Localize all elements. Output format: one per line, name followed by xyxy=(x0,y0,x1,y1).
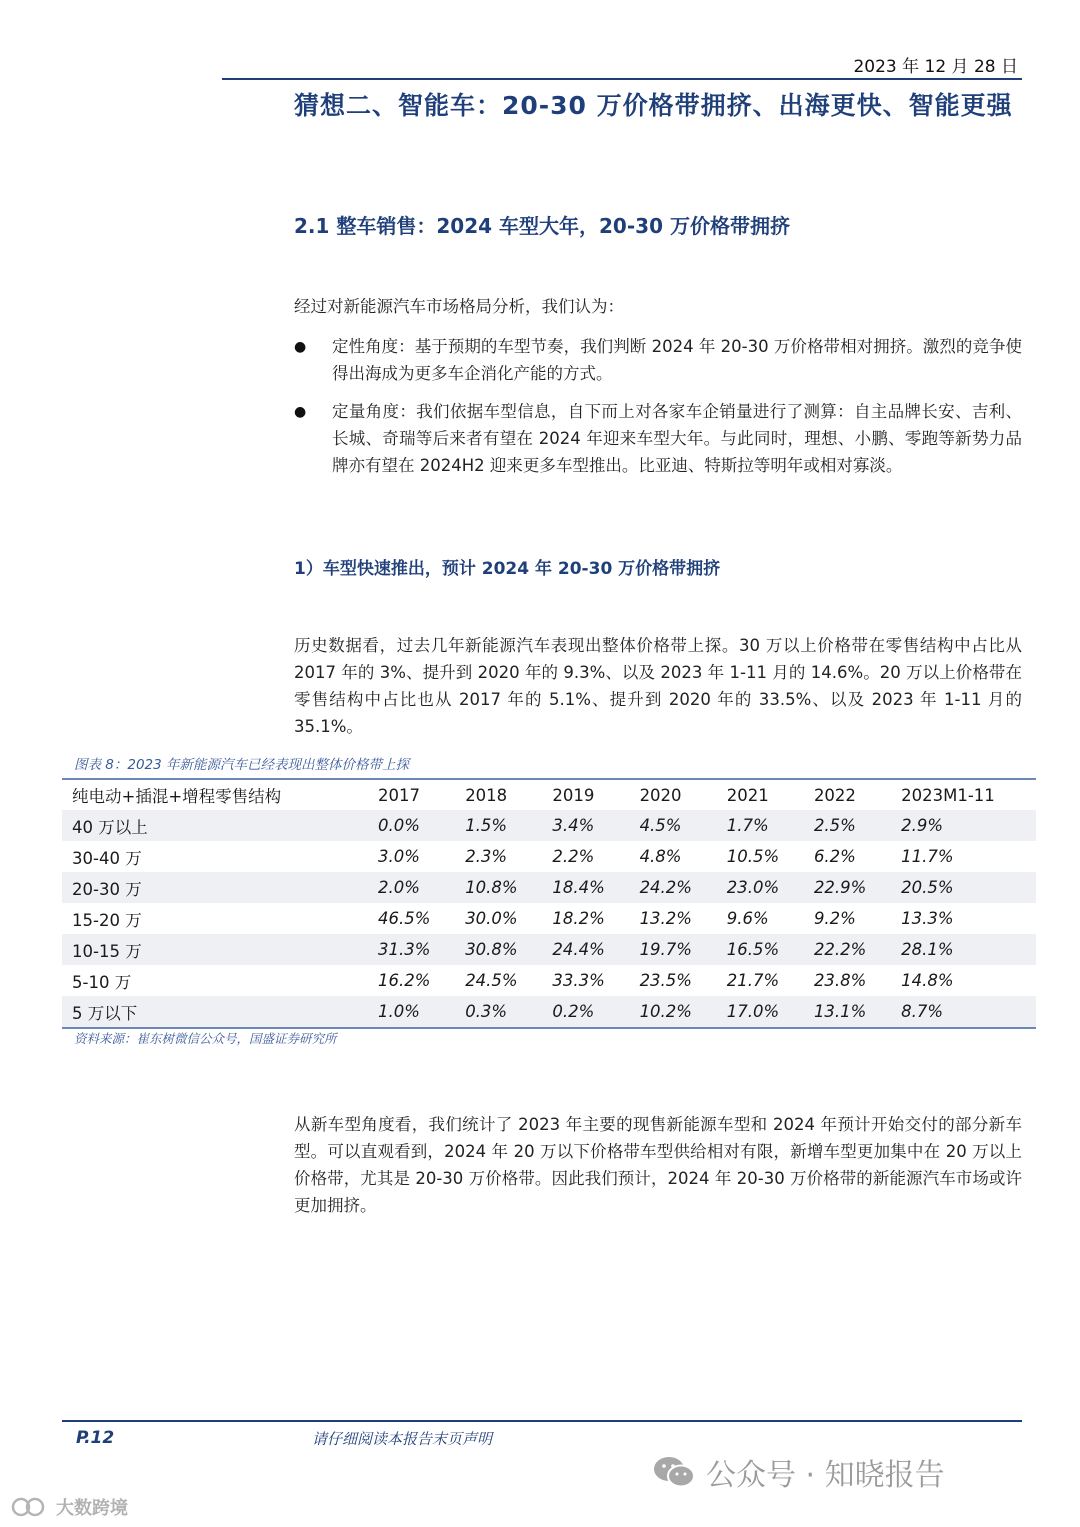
table-cell: 24.5% xyxy=(465,971,518,990)
row-label: 15-20 万 xyxy=(72,910,142,930)
row-label: 30-40 万 xyxy=(72,848,142,868)
table-header-cell: 2018 xyxy=(465,785,508,805)
table-header-cell: 2021 xyxy=(726,785,769,805)
table-cell: 20.5% xyxy=(891,872,1036,903)
new-models-paragraph: 从新车型角度看，我们统计了 2023 年主要的现售新能源车型和 2024 年预计开始交付的部分新车型。可以直观看到，2024 年 20 万以下价格带车型供给相对有限，新增车型更加集中在 20 万以上价格带，尤其是 20-30 万价格带。因此我们预计，2024 年 20-30 万价格带的新能源汽车市场或许更加拥挤。 xyxy=(294,1115,1022,1215)
table-cell: 13.3% xyxy=(901,909,954,928)
table-header-cell: 2022 xyxy=(813,785,856,805)
table-cell: 0.0% xyxy=(368,810,455,841)
history-paragraph: 历史数据看，过去几年新能源汽车表现出整体价格带上探。30 万以上价格带在零售结构中占比从 2017 年的 3%、提升到 2020 年的 9.3%、以及 2023 年 1-11 月的 14.6%。20 万以上价格带在零售结构中占比也从 2017 年的 5.1%、提升到 2020 年的 33.5%、以及 2023 年 1-11 月的 35.1%。 xyxy=(294,636,1022,736)
row-label: 10-15 万 xyxy=(62,934,368,965)
table-cell: 30.8% xyxy=(455,934,542,965)
table-cell: 22.2% xyxy=(804,934,891,965)
table-cell: 23.0% xyxy=(717,872,804,903)
figure-title: 图表 8：2023 年新能源汽车已经表现出整体价格带上探 xyxy=(74,757,410,773)
footer-rule xyxy=(62,1420,1022,1422)
table-cell: 10.5% xyxy=(726,847,780,866)
table-cell: 11.7% xyxy=(901,847,954,866)
brand-logo-icon xyxy=(10,1496,50,1518)
table-cell: 2.3% xyxy=(465,847,508,866)
table-row xyxy=(62,996,1036,1028)
page-number: P.12 xyxy=(76,1428,115,1448)
section-heading: 猜想二、智能车：20-30 万价格带拥挤、出海更快、智能更强 xyxy=(294,91,1013,120)
table-cell: 1.0% xyxy=(368,996,455,1028)
table-cell: 24.4% xyxy=(542,934,629,965)
table-cell: 23.8% xyxy=(813,971,867,990)
table-cell: 3.0% xyxy=(378,847,420,866)
table-row xyxy=(62,872,1036,903)
table-header-cell: 纯电动+插混+增程零售结构 xyxy=(72,787,282,806)
table-cell: 0.3% xyxy=(455,996,542,1028)
table-cell: 22.9% xyxy=(804,872,891,903)
table-cell: 18.4% xyxy=(542,872,629,903)
table-cell: 14.8% xyxy=(901,971,954,990)
header-rule xyxy=(222,78,1022,80)
table-cell: 33.3% xyxy=(552,971,605,990)
table-cell: 0.2% xyxy=(542,996,629,1028)
table-cell: 2.9% xyxy=(891,810,1036,841)
table-cell: 4.8% xyxy=(639,847,682,866)
table-cell: 16.5% xyxy=(717,934,804,965)
footer-disclaimer: 请仔细阅读本报告末页声明 xyxy=(312,1430,493,1448)
table-cell: 9.2% xyxy=(813,909,856,928)
bullet-dot-icon: ● xyxy=(294,339,307,355)
table-header-cell: 2017 xyxy=(378,785,420,805)
table-cell: 10.8% xyxy=(455,872,542,903)
table-header-cell: 2023M1-11 xyxy=(901,785,995,805)
bullet-text: 定性角度：基于预期的车型节奏，我们判断 2024 年 20-30 万价格带相对拥挤。激烈的竞争使得出海成为更多车企消化产能的方式。 xyxy=(332,337,1022,383)
sub-subsection-heading: 1）车型快速推出，预计 2024 年 20-30 万价格带拥挤 xyxy=(294,559,721,579)
table-cell: 2.0% xyxy=(368,872,455,903)
table-cell: 18.2% xyxy=(552,909,605,928)
table-cell: 21.7% xyxy=(726,971,780,990)
table-cell: 16.2% xyxy=(378,971,431,990)
table-header-cell: 2020 xyxy=(639,785,682,805)
price-band-table xyxy=(62,780,1036,1029)
table-cell: 4.5% xyxy=(630,810,717,841)
table-cell: 23.5% xyxy=(639,971,692,990)
wechat-watermark-text: 公众号 · 知晓报告 xyxy=(706,1458,945,1493)
table-cell: 24.2% xyxy=(630,872,717,903)
wechat-icon xyxy=(652,1453,696,1491)
table-cell: 13.1% xyxy=(804,996,891,1028)
subsection-heading: 2.1 整车销售：2024 车型大年，20-30 万价格带拥挤 xyxy=(294,214,790,238)
report-date: 2023 年 12 月 28 日 xyxy=(853,57,1018,77)
table-cell: 46.5% xyxy=(378,909,431,928)
table-cell: 30.0% xyxy=(465,909,518,928)
table-cell: 9.6% xyxy=(726,909,769,928)
table-cell: 13.2% xyxy=(639,909,692,928)
table-cell: 28.1% xyxy=(891,934,1036,965)
table-row xyxy=(62,934,1036,965)
row-label: 5 万以下 xyxy=(62,996,368,1028)
wechat-watermark xyxy=(652,1450,945,1494)
row-label: 40 万以上 xyxy=(62,810,368,841)
table-header-cell: 2019 xyxy=(552,785,595,805)
table-row xyxy=(62,841,1036,872)
table-cell: 17.0% xyxy=(717,996,804,1028)
row-label: 5-10 万 xyxy=(72,972,132,992)
table-cell: 10.2% xyxy=(630,996,717,1028)
row-label: 20-30 万 xyxy=(62,872,368,903)
table-cell: 8.7% xyxy=(891,996,1036,1028)
figure-source: 资料来源：崔东树微信公众号，国盛证券研究所 xyxy=(74,1031,337,1046)
table-cell: 2.2% xyxy=(552,847,595,866)
table-cell: 31.3% xyxy=(368,934,455,965)
table-row xyxy=(62,903,1036,934)
bullet-dot-icon: ● xyxy=(294,404,307,420)
table-cell: 1.7% xyxy=(717,810,804,841)
table-row xyxy=(62,965,1036,996)
table-cell: 2.5% xyxy=(804,810,891,841)
bullet-text: 定量角度：我们依据车型信息，自下而上对各家车企销量进行了测算：自主品牌长安、吉利、长城、奇瑞等后来者有望在 2024 年迎来车型大年。与此同时，理想、小鹏、零跑等新势力品牌亦有望在 2024H2 迎来更多车型推出。比亚迪、特斯拉等明年或相对寡淡。 xyxy=(332,402,1022,475)
table-cell: 3.4% xyxy=(542,810,629,841)
table-cell: 19.7% xyxy=(630,934,717,965)
intro-paragraph: 经过对新能源汽车市场格局分析，我们认为： xyxy=(294,297,624,316)
table-header-row xyxy=(62,780,1036,810)
table-cell: 6.2% xyxy=(813,847,856,866)
table-row xyxy=(62,810,1036,841)
corner-watermark-text: 大数跨境 xyxy=(56,1498,128,1519)
corner-watermark xyxy=(10,1494,128,1520)
table-cell: 1.5% xyxy=(455,810,542,841)
